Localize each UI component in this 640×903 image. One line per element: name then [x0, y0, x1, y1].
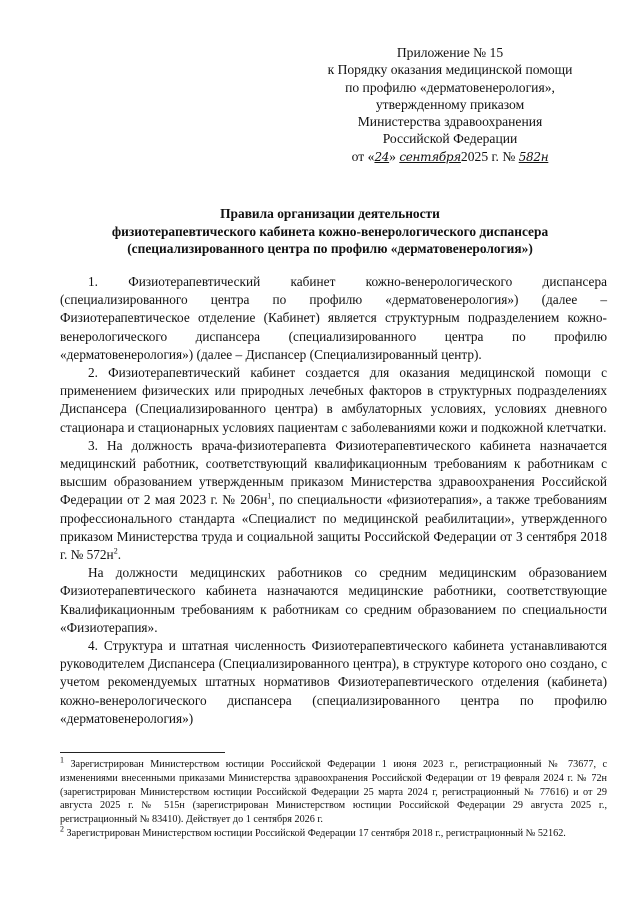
paragraph-3-text-b: , по специальности «физиотерапия», а также требованиям профессионального стандарта «Специалист по медицинской реабилитации», утвержденного приказом Министерства труда и социальной защиты Российской Федерации от 3 сентября 2018 г. № 572н — [60, 492, 607, 563]
handwritten-number: 582н — [518, 149, 549, 164]
appendix-line-5: Министерства здравоохранения — [357, 114, 543, 130]
footnote-ref-1: 1 — [267, 492, 272, 502]
title-line-2: физиотерапевтического кабинета кожно-венерологического диспансера — [111, 223, 549, 239]
paragraph-1: 1. Физиотерапевтический кабинет кожно-венерологического диспансера (специализированного центра по профилю «дерматовенерология») (далее – Физиотерапевтическое отделение (Кабинет) является структурным подразделением кожно-венерологического диспансера (специализированного центра по профилю «дерматовенерология») (далее – Диспансер (Специализированный центр). — [60, 274, 607, 362]
footnote-2 — [60, 824, 607, 841]
appendix-line-3: по профилю «дерматовенерология», — [345, 79, 555, 95]
footnote-2-text: Зарегистрирован Министерством юстиции Российской Федерации 17 сентября 2018 г., регистрационный № 52162. — [64, 827, 566, 839]
paragraph-4: На должности медицинских работников со средним медицинским образованием Физиотерапевтического кабинета назначаются медицинские работники, соответствующие Квалификационным требованиям к работникам со средним образованием по специальности «Физиотерапия». — [60, 565, 607, 635]
handwritten-month: сентября — [399, 149, 461, 164]
title-line-3: (специализированного центра по профилю «дерматовенерология») — [127, 241, 533, 256]
appendix-line-4: утвержденному приказом — [375, 96, 525, 112]
appendix-line-2: к Порядку оказания медицинской помощи — [327, 62, 573, 78]
date-prefix: от « — [351, 148, 375, 164]
footnote-1 — [60, 755, 607, 827]
appendix-date-line — [300, 148, 600, 166]
paragraph-3-text-a: 3. На должность врача-физиотерапевта Физиотерапевтического кабинета назначается медицинский работник, соответствующий квалификационным требованиям к работникам с высшим образованием утвержденным приказом Министерства здравоохранения Российской Федерации от 2 мая 2023 г. № 206н — [60, 437, 607, 508]
appendix-line-6: Российской Федерации — [382, 131, 518, 147]
footnote-2-mark: 2 — [60, 824, 64, 834]
date-year: 2025 г. № — [460, 148, 519, 164]
document-title — [40, 205, 620, 258]
footnote-1-mark: 1 — [60, 755, 64, 765]
paragraph-3-text-c: . — [117, 547, 122, 563]
footnotes — [60, 755, 607, 841]
footnote-1-text: Зарегистрирован Министерством юстиции Российской Федерации 1 июня 2023 г., регистрационный № 73677, с изменениями внесенными приказами Министерства здравоохранения Российской Федерации от 19 февраля 2024 г. № 72н (зарегистрирован Министерством юстиции Российской Федерации 25 марта 2024 г, регистрационный № 77616) и от 29 августа 2025 г. № 515н (зарегистрирован Министерством юстиции Российской Федерации 29 августа 2025 г., регистрационный № 83410). Действует до 1 сентября 2026 г. — [60, 759, 607, 826]
footnote-divider — [60, 752, 225, 753]
handwritten-day: 24 — [374, 149, 390, 164]
footnote-ref-2: 2 — [113, 546, 118, 556]
paragraph-2: 2. Физиотерапевтический кабинет создается для оказания медицинской помощи с применением физических или природных лечебных факторов в структурных подразделениях Диспансера (Специализированного центра) в амбулаторных условиях, условиях дневного стационара и стационарных условиях пациентам с заболеваниями кожи и подкожной клетчатки. — [60, 365, 607, 435]
title-line-1: Правила организации деятельности — [220, 206, 440, 221]
appendix-number: Приложение № 15 — [396, 45, 504, 60]
paragraph-5: 4. Структура и штатная численность Физиотерапевтического кабинета устанавливаются руководителем Диспансера (Специализированного центра), в структуре которого оно создано, с учетом рекомендуемых штатных нормативов Физиотерапевтического отделения (кабинета) кожно-венерологического диспансера (специализированного центра по профилю «дерматовенерология») — [60, 638, 607, 726]
date-mid: » — [389, 148, 400, 164]
document-body — [60, 273, 607, 728]
appendix-header — [300, 44, 600, 166]
paragraph-3 — [60, 437, 607, 564]
